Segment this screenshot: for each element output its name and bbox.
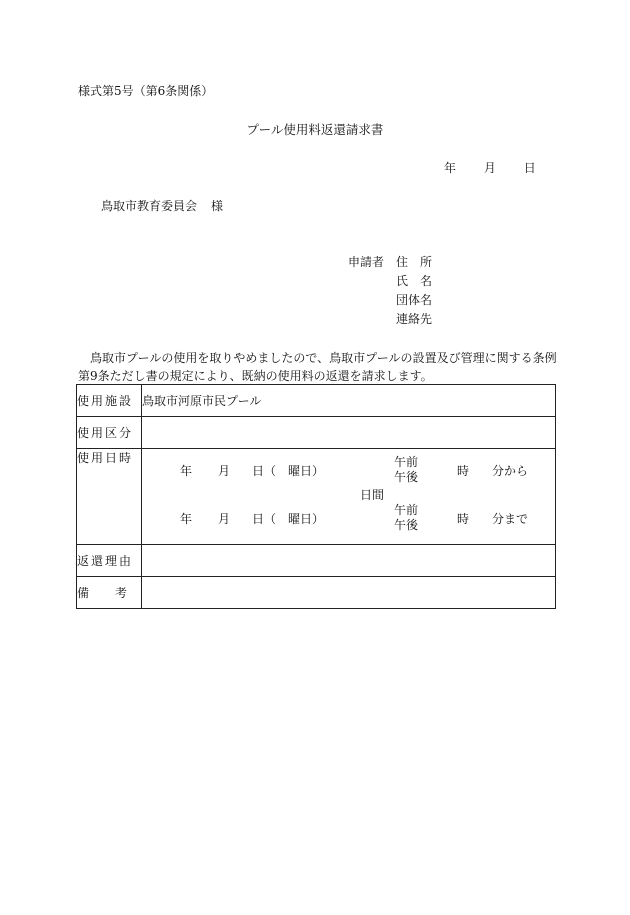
- start-month-label: 月: [218, 464, 231, 478]
- table-row-facility: [77, 385, 556, 417]
- days-between-label: 日間: [360, 488, 385, 502]
- date-month-label: 月: [483, 161, 496, 175]
- start-am-label: 午前: [394, 455, 419, 469]
- remarks-label-part-1: 備: [77, 586, 92, 600]
- applicant-address-label: 住 所: [396, 255, 433, 269]
- facility-label: 使用施設: [77, 385, 142, 417]
- applicant-label: 申請者: [348, 255, 385, 269]
- end-month-label: 月: [218, 512, 231, 526]
- table-row-remarks: [77, 577, 556, 609]
- refund-reason-label: 返還理由: [77, 545, 142, 577]
- date-line: [444, 162, 536, 174]
- table-row-reason: [77, 545, 556, 577]
- request-table: [76, 384, 556, 609]
- addressee-name: 鳥取市教育委員会: [101, 199, 198, 213]
- start-minute-from-label: 分から: [492, 464, 529, 478]
- request-statement: 鳥取市プールの使用を取りやめましたので、鳥取市プールの設置及び管理に関する条例第9条ただし書の規定により、既納の使用料の返還を請求します。: [78, 351, 557, 383]
- table-row-class: [77, 417, 556, 449]
- end-hour-label: 時: [457, 512, 470, 526]
- usage-dates-label: 使用日時: [77, 449, 142, 545]
- start-pm-label: 午後: [394, 470, 419, 484]
- date-year-label: 年: [444, 161, 457, 175]
- end-minute-to-label: 分まで: [492, 512, 529, 526]
- addressee-honorific: 様: [211, 199, 224, 213]
- refund-reason-field[interactable]: [142, 545, 556, 577]
- applicant-group-label: 団体名: [396, 293, 433, 307]
- usage-dates-field[interactable]: [142, 449, 556, 545]
- facility-value: 鳥取市河原市民プール: [142, 385, 556, 417]
- applicant-name-label: 氏 名: [396, 274, 433, 288]
- date-day-label: 日: [523, 161, 536, 175]
- form-number: 様式第5号（第6条関係）: [78, 84, 214, 98]
- addressee: [101, 200, 223, 212]
- start-day-weekday-label: 日（ 曜日）: [252, 464, 325, 478]
- document-title: プール使用料返還請求書: [246, 122, 384, 137]
- start-hour-label: 時: [457, 464, 470, 478]
- end-day-weekday-label: 日（ 曜日）: [252, 512, 325, 526]
- applicant-contact-label: 連絡先: [396, 312, 433, 326]
- table-row-dates: [77, 449, 556, 545]
- start-year-label: 年: [180, 464, 193, 478]
- remarks-label: [77, 577, 142, 609]
- usage-class-label: 使用区分: [77, 417, 142, 449]
- end-pm-label: 午後: [394, 518, 419, 532]
- remarks-label-part-2: 考: [114, 586, 129, 600]
- usage-class-field[interactable]: [142, 417, 556, 449]
- end-year-label: 年: [180, 512, 193, 526]
- remarks-field[interactable]: [142, 577, 556, 609]
- end-am-label: 午前: [394, 503, 419, 517]
